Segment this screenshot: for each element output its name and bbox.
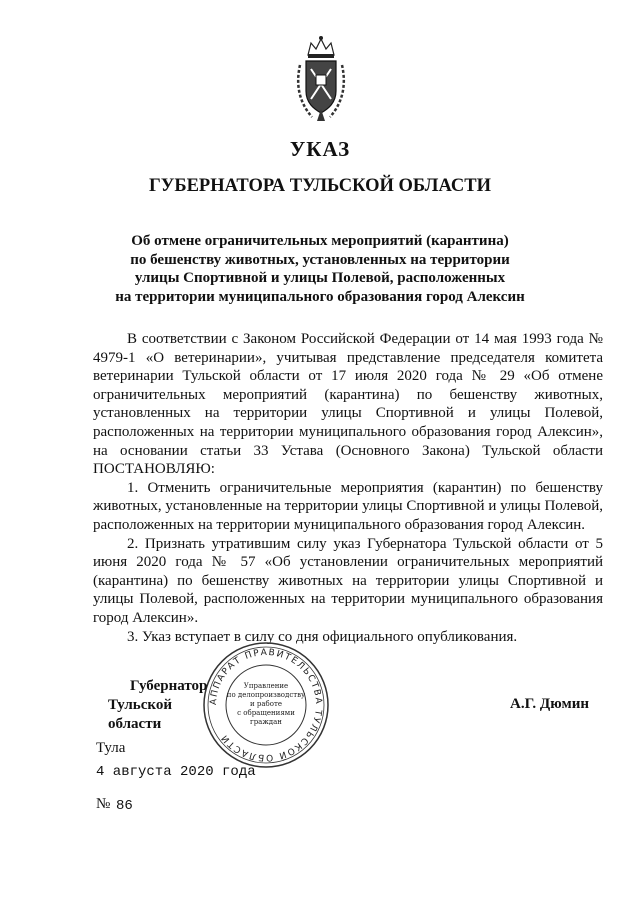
subject-line: по бешенству животных, установленных на территории	[130, 251, 510, 268]
preamble-paragraph: В соответствии с Законом Российской Федерации от 14 мая 1993 года № 4979-1 «О ветеринарии», учитывая представление председателя комитета ветеринарии Тульской области от 17 июля 2020 года № 29 «Об отмене ограничительных мероприятий (карантина) по бешенству животных, установленных на территории улицы Спортивной и улицы Полевой, расположенных на территории муниципального образования город Алексин», на основании статьи 33 Устава (Основного Закона) Тульской области ПОСТАНОВЛЯЮ:	[93, 331, 603, 478]
subject-line: Об отмене ограничительных мероприятий (карантина)	[131, 233, 509, 249]
document-number: 86	[116, 798, 133, 814]
stamp-center-line: с обращениями	[237, 709, 295, 717]
signatory-position-line1: Губернатор	[130, 678, 208, 694]
signatory-name: А.Г. Дюмин	[510, 696, 590, 712]
item-1-paragraph: 1. Отменить ограничительные мероприятия (карантин) по бешенству животных, установленные на территории улицы Спортивной и улицы Полевой, расположенных на территории муниципального образования город Алексин.	[93, 479, 603, 533]
subject-line: на территории муниципального образования город Алексин	[115, 288, 525, 305]
signing-date: 4 августа 2020 года	[96, 764, 256, 780]
document-body	[93, 330, 603, 646]
signatory-position	[108, 677, 228, 734]
item-3-paragraph: 3. Указ вступает в силу со дня официального опубликования.	[127, 628, 518, 645]
signatory-position-line2: Тульской области	[108, 697, 172, 732]
document-title: УКАЗ	[289, 137, 351, 161]
subject-line: улицы Спортивной и улицы Полевой, расположенных	[134, 270, 506, 286]
item-2-paragraph: 2. Признать утратившим силу указ Губернатора Тульской области от 5 июня 2020 года № 57 «Об установлении ограничительных мероприятий (карантина) по бешенству животных на территории улицы Спортивной и улицы Полевой, расположенных на территории муниципального образования город Алексин».	[93, 535, 603, 626]
document-number-label: №	[96, 796, 111, 812]
coat-of-arms-icon	[294, 35, 348, 123]
stamp-center-line: по делопроизводству	[226, 691, 306, 699]
stamp-center-line: граждан	[250, 718, 282, 726]
stamp-center-line: и работе	[250, 700, 282, 708]
document-subject	[100, 232, 540, 306]
stamp-center-line: Управление	[243, 682, 289, 690]
signing-place: Тула	[96, 740, 126, 756]
stamp-ring-text: АППАРАТ ПРАВИТЕЛЬСТВА ТУЛЬСКОЙ ОБЛАСТИ	[208, 647, 324, 763]
document-issuer: ГУБЕРНАТОРА ТУЛЬСКОЙ ОБЛАСТИ	[149, 176, 491, 196]
